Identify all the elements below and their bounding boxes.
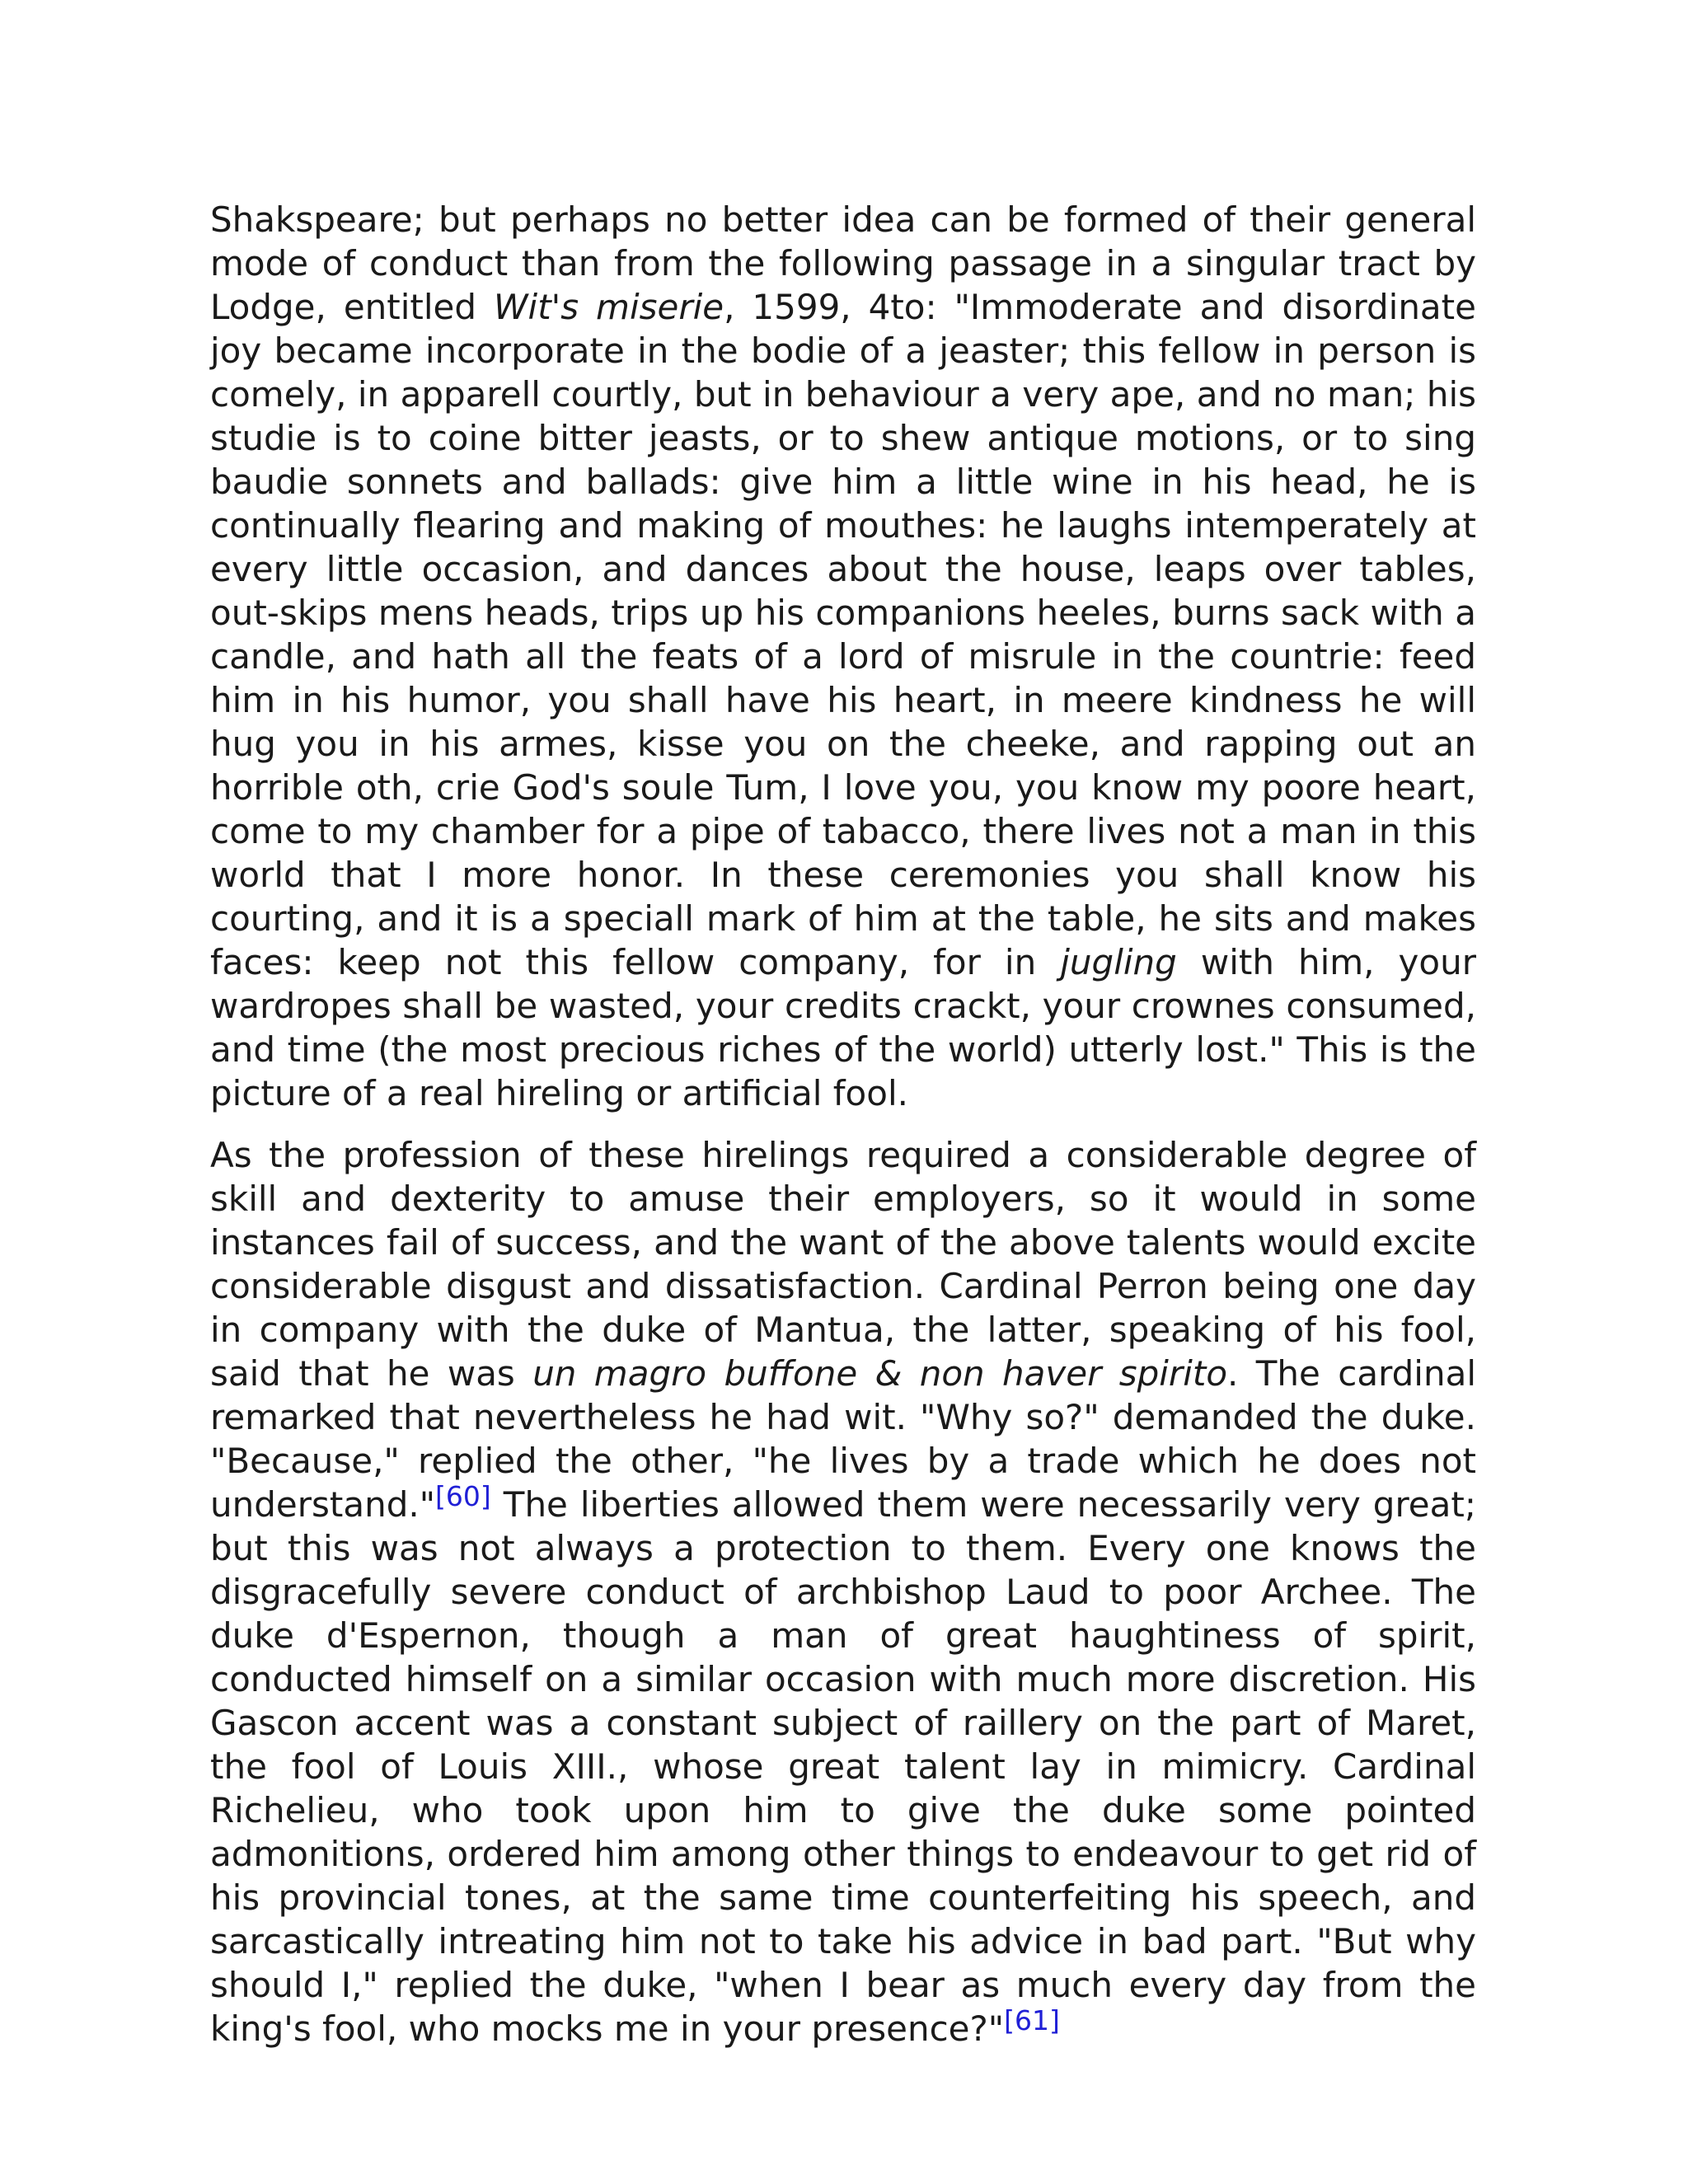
paragraph-text: As the profession of these hirelings required a considerable degree of skill and dexterity to amuse their employers, so it would in some instances fail of success, and the want of the above talents would excite considerable disgust and dissatisfaction. Cardinal Perron being one day in company with the duke of Mantua, the latter, speaking of his fool, said that he was (210, 1135, 1476, 1394)
paragraph-text: Shakspeare; but perhaps no better idea can be formed of their general mode of conduct than from the following passage in a singular tract by Lodge, entitled (210, 199, 1476, 327)
paragraph-text: with him, your wardropes shall be wasted, your credits crackt, your crownes consumed, and time (the most precious riches of the world) utterly lost." This is the picture of a real hireling or artificial fool. (210, 942, 1476, 1113)
paragraph-text: The liberties allowed them were necessarily very great; but this was not always a protection to them. Every one knows the disgracefully severe conduct of archbishop Laud to poor Archee. The duke d'Espernon, though a man of great haughtiness of spirit, conducted himself on a similar occasion with much more discretion. His Gascon accent was a constant subject of raillery on the part of Maret, the fool of Louis XIII., whose great talent lay in mimicry. Cardinal Richelieu, who took upon him to give the duke some pointed admonitions, ordered him among other things to endeavour to get rid of his provincial tones, at the same time counterfeiting his speech, and sarcastically intreating him not to take his advice in bad part. "But why should I," replied the duke, "when I bear as much every day from the king's fool, who mocks me in your presence?" (210, 1484, 1476, 2049)
document-page (210, 198, 1476, 2069)
italic-phrase: un magro buffone & non haver spirito (532, 1353, 1228, 1394)
paragraph-lodge-quote (210, 198, 1476, 1115)
paragraph-text: . The cardinal remarked that nevertheless he had wit. "Why so?" demanded the duke. "Because," replied the other, "he lives by a trade which he does not understand." (210, 1353, 1476, 1525)
footnote-link-60[interactable]: [60] (435, 1480, 491, 1512)
paragraph-text: , 1599, 4to: "Immoderate and disordinate joy became incorporate in the bodie of a jeaster; this fellow in person is comely, in apparell courtly, but in behaviour a very ape, and no man; his studie is to coine bitter jeasts, or to shew antique motions, or to sing baudie sonnets and ballads: give him a little wine in his head, he is continually flearing and making of mouthes: he laughs intemperately at every little occasion, and dances about the house, leaps over tables, out-skips mens heads, trips up his companions heeles, burns sack with a candle, and hath all the feats of a lord of misrule in the countrie: feed him in his humor, you shall have his heart, in meere kindness he will hug you in his armes, kisse you on the cheeke, and rapping out an horrible oth, crie God's soule Tum, I love you, you know my poore heart, come to my chamber for a pipe of tabacco, there lives not a man in this world that I more honor. In these ceremonies you shall know his courting, and it is a speciall mark of him at the table, he sits and makes faces: keep not this fellow company, for in (210, 287, 1476, 982)
italic-word: jugling (1060, 942, 1177, 982)
italic-title: Wit's miserie (494, 287, 724, 327)
paragraph-hirelings (210, 1133, 1476, 2050)
footnote-link-61[interactable]: [61] (1004, 2004, 1060, 2036)
